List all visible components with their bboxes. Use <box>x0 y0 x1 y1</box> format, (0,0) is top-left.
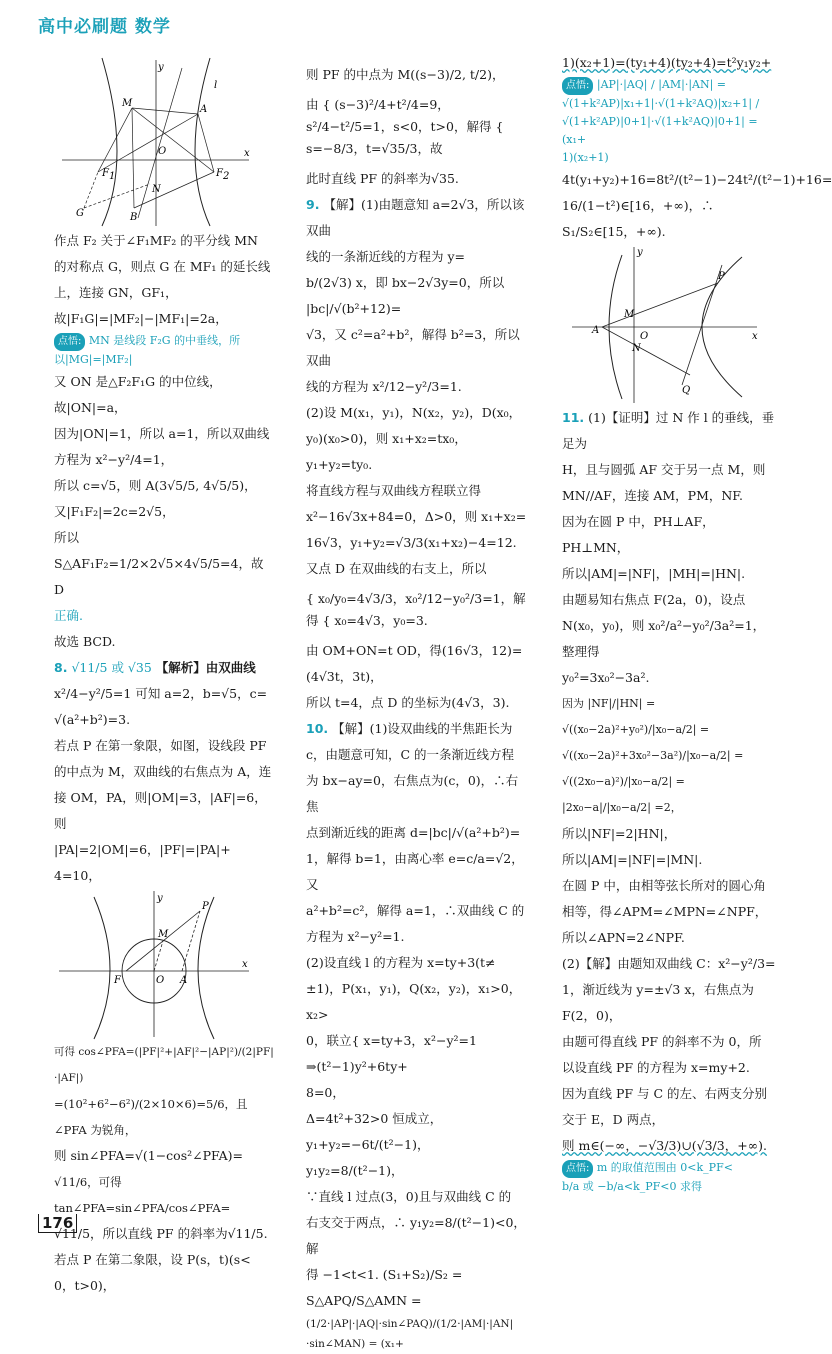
col3-line: √((2x₀−a)²)/|x₀−a/2| = |2x₀−a|/|x₀−a/2| =2， <box>562 775 685 814</box>
solution-tag: 【解析】由双曲线 <box>155 660 256 675</box>
fig3-label-p: P <box>718 271 725 282</box>
fig1-label-b: B <box>130 212 138 223</box>
col1-line: 上，连接 GN，GF₁， <box>54 285 178 300</box>
page-number: 176 <box>38 1214 77 1233</box>
col1-line: √(a²+b²)=3. <box>54 712 131 727</box>
col3-line: 4t(y₁+y₂)+16=8t²/(t²−1)−24t²/(t²−1)+16= <box>562 172 832 187</box>
col2-line: 为 bx−ay=0，右焦点为(c，0)，∴右焦 <box>306 773 519 814</box>
col3-line: 所以|AM|=|NF|，|MH|=|HN|. <box>562 566 746 581</box>
fig3-label-n: N <box>632 343 641 354</box>
col2-line: 16√3，y₁+y₂=√3/3(x₁+x₂)−4=12. <box>306 535 517 550</box>
col1-line: 则 sin∠PFA=√(1−cos²∠PFA)= <box>54 1148 243 1163</box>
column-2 <box>306 62 528 1354</box>
col2-line: 由 { (s−3)²/4+t²/4=9，s²/4−t²/5=1，s<0，t>0，解得 { s=−8/3，t=√35/3，故 <box>306 97 504 156</box>
col2-line: x²−16√3x+84=0，Δ>0，则 x₁+x₂= <box>306 509 527 524</box>
col1-line: =(10²+6²−6²)/(2×10×6)=5/6，且∠PFA 为锐角， <box>54 1097 248 1137</box>
column-3 <box>562 50 832 1196</box>
tip-badge: 点悟: <box>562 1160 593 1178</box>
fig3-label-o: O <box>640 331 649 342</box>
fig2-label-p: P <box>202 901 209 912</box>
question-number: 10. <box>306 721 329 736</box>
question-8-heading <box>54 655 276 681</box>
col1-line: 又 ON 是△F₂F₁G 的中位线， <box>54 374 222 389</box>
col1-line: 又|F₁F₂|=2c=2√5， <box>54 504 175 519</box>
col3-line: 由题可得直线 PF 的斜率不为 0，所 <box>562 1034 762 1049</box>
fig2-label-f: F <box>114 975 121 986</box>
fig3-label-x: x <box>752 331 758 342</box>
col1-line: √11/5，所以直线 PF 的斜率为√11/5. <box>54 1226 268 1241</box>
col3-line: 因为直线 PF 与 C 的左、右两支分别 <box>562 1086 768 1101</box>
col2-line: 由 OM+ON=t OD，得(16√3，12)= <box>306 643 523 658</box>
question-9-heading <box>306 192 528 244</box>
col2-line: y₁y₂=8/(t²−1)， <box>306 1163 404 1178</box>
fig2-label-o: O <box>156 975 165 986</box>
col2-line: c，由题意可知，C 的一条渐近线方程 <box>306 747 515 762</box>
col2-line: 【解】(1)设双曲线的半焦距长为 <box>332 721 513 736</box>
tip-note-top <box>562 76 776 95</box>
col3-line: (2)【解】由题知双曲线 C：x²−y²/3= <box>562 956 776 971</box>
fig1-label-f1-sub: 1 <box>109 171 116 182</box>
col3-line: 在圆 P 中，由相等弦长所对的圆心角 <box>562 878 766 893</box>
col2-line: a²+b²=c²，解得 a=1，∴双曲线 C 的 <box>306 903 525 918</box>
col3-line: 所以|AM|=|NF|=|MN|. <box>562 852 703 867</box>
col2-line: Δ=4t²+32>0 恒成立，y₁+y₂=−6t/(t²−1)， <box>306 1111 443 1152</box>
question-number: 11. <box>562 410 585 425</box>
col2-line: 方程为 x²−y²=1. <box>306 929 405 944</box>
col3-line: 因为在圆 P 中，PH⊥AF，PH⊥MN， <box>562 514 715 555</box>
tip-text: MN 是线段 F₂G 的中垂线，所以|MG|=|MF₂| <box>54 334 241 366</box>
col2-line: 则 PF 的中点为 M((s−3)/2, t/2)， <box>306 67 505 82</box>
fig1-label-g: G <box>76 208 84 219</box>
tip-note-1 <box>54 332 276 369</box>
tip-text: m 的取值范围由 0<k_PF< <box>596 1161 733 1174</box>
col3-line: 所以∠APN=2∠NPF. <box>562 930 685 945</box>
col3-line: 相等，得∠APM=∠MPN=∠NPF， <box>562 904 768 919</box>
fig1-label-y: y <box>158 62 164 73</box>
col1-line: 故|F₁G|=|MF₂|−|MF₁|=2a， <box>54 311 228 326</box>
col1-line: 故选 BCD. <box>54 634 116 649</box>
col2-line: √3，又 c²=a²+b²，解得 b²=3，所以双曲 <box>306 327 520 368</box>
column-1 <box>54 58 276 1299</box>
col1-line: 所以 S△AF₁F₂=1/2×2√5×4√5/5=4，故 D <box>54 530 264 597</box>
col1-line: 正确. <box>54 608 83 623</box>
col2-line: 【解】(1)由题意知 a=2√3，所以该双曲 <box>306 197 525 238</box>
col3-line: N(x₀，y₀)，则 x₀²/a²−y₀²/3a²=1，整理得 <box>562 618 766 659</box>
col1-line: 的对称点 G，则点 G 在 MF₁ 的延长线 <box>54 259 271 274</box>
col1-line: √11/6，可得 tan∠PFA=sin∠PFA/cos∠PFA= <box>54 1175 231 1215</box>
col2-line: (2)设 M(x₁，y₁)，N(x₂，y₂)，D(x₀， <box>306 405 522 420</box>
col2-line: (1/2·|AP|·|AQ|·sin∠PAQ)/(1/2·|AM|·|AN|·sin∠MAN) = (x₁+ <box>306 1318 514 1350</box>
col2-line: 将直线方程与双曲线方程联立得 <box>306 483 482 498</box>
col1-line: 的中点为 M，双曲线的右焦点为 A，连 <box>54 764 272 779</box>
col3-line: 1，渐近线为 y=±√3 x，右焦点为 <box>562 982 754 997</box>
col2-line: 线的方程为 x²/12−y²/3=1. <box>306 379 462 394</box>
col3-line: F(2，0)， <box>562 1008 622 1023</box>
fig1-label-l: l <box>214 80 218 91</box>
col1-line: 4=10， <box>54 868 101 883</box>
col2-line: { x₀/y₀=4√3/3，x₀²/12−y₀²/3=1，解得 { x₀=4√3，y₀=3. <box>306 591 526 628</box>
col2-line: ±1)，P(x₁，y₁)，Q(x₂，y₂)，x₁>0，x₂> <box>306 981 522 1022</box>
fig2-label-m: M <box>158 929 169 940</box>
col1-line: 接 OM，PA，则|OM|=3，|AF|=6，则 <box>54 790 267 831</box>
col3-line: H，且与圆弧 AF 交于另一点 M，则 <box>562 462 766 477</box>
col2-line: 1，解得 b=1，由离心率 e=c/a=√2，又 <box>306 851 524 892</box>
fig1-label-f2: F <box>216 168 223 179</box>
col3-line: 以设直线 PF 的方程为 x=my+2. <box>562 1060 750 1075</box>
col1-line: x²/4−y²/5=1 可知 a=2，b=√5，c= <box>54 686 268 701</box>
tip-text: |AP|·|AQ| / |AM|·|AN| = <box>596 78 727 91</box>
col1-line: |PA|=2|OM|=6，|PF|=|PA|+ <box>54 842 231 857</box>
question-10-heading <box>306 716 528 742</box>
answer: √11/5 或 √35 <box>71 660 152 675</box>
figure-hyperbola-circle <box>54 889 254 1039</box>
fig2-label-a: A <box>180 975 188 986</box>
col2-line: b/(2√3) x，即 bx−2√3y=0，所以 |bc|/√(b²+12)= <box>306 275 505 316</box>
fig1-label-n: N <box>152 184 161 195</box>
fig3-label-y: y <box>637 247 643 258</box>
question-11-heading <box>562 405 776 457</box>
col3-line: √((x₀−2a)²+3x₀²−3a²)/|x₀−a/2| = <box>562 749 744 762</box>
col1-line: 0，t>0)， <box>54 1278 116 1293</box>
col2-line: (4√3t，3t)， <box>306 669 383 684</box>
col2-line: (2)设直线 l 的方程为 x=ty+3(t≠ <box>306 955 496 970</box>
col2-line: y₀)(x₀>0)，则 x₁+x₂=tx₀，y₁+y₂=ty₀. <box>306 431 467 472</box>
col1-line: 所以 c=√5，则 A(3√5/5, 4√5/5)， <box>54 478 257 493</box>
tip-badge: 点悟: <box>54 333 85 351</box>
fig2-label-x: x <box>242 959 248 970</box>
col3-line: 交于 E，D 两点， <box>562 1112 665 1127</box>
col2-line: 线的一条渐近线的方程为 y= <box>306 249 466 264</box>
tip-text-cont: b/a 或 −b/a<k_PF<0 求得 <box>562 1180 702 1193</box>
fig1-label-o: O <box>158 146 167 157</box>
col2-line: 点到渐近线的距离 d=|bc|/√(a²+b²)= <box>306 825 521 840</box>
col3-line: 16/(1−t²)∈[16，+∞)，∴ S₁/S₂∈[15，+∞). <box>562 198 714 239</box>
col2-line: ∵直线 l 过点(3，0)且与双曲线 C 的 <box>306 1189 512 1204</box>
col1-line: 可得 cos∠PFA=(|PF|²+|AF|²−|AP|²)/(2|PF|·|AF|) <box>54 1046 274 1084</box>
col2-line: 右支交于两点，∴ y₁y₂=8/(t²−1)<0，解 <box>306 1215 526 1256</box>
col3-line: y₀²=3x₀²−3a². <box>562 670 650 685</box>
question-number: 8. <box>54 660 68 675</box>
col2-line: 0，联立{ x=ty+3，x²−y²=1 ⇒(t²−1)y²+6ty+ <box>306 1033 477 1074</box>
col1-line: 作点 F₂ 关于∠F₁MF₂ 的平分线 MN <box>54 233 258 248</box>
fig1-label-f1: F <box>102 168 109 179</box>
col3-line: 所以|NF|=2|HN|， <box>562 826 677 841</box>
fig3-label-m: M <box>624 309 635 320</box>
fig3-label-a: A <box>592 325 600 336</box>
col1-line: 若点 P 在第二象限，设 P(s，t)(s< <box>54 1252 251 1267</box>
tip-note-2 <box>562 1159 776 1178</box>
page-header-title: 高中必刷题 数学 <box>38 17 171 37</box>
col2-line: 所以 t=4，点 D 的坐标为(4√3，3). <box>306 695 510 710</box>
col3-line: 因为 |NF|/|HN| = √((x₀−2a)²+y₀²)/|x₀−a/2| = <box>562 697 710 736</box>
col1-line: 若点 P 在第一象限，如图，设线段 PF <box>54 738 267 753</box>
col2-line: 8=0， <box>306 1085 345 1100</box>
col1-line: 因为|ON|=1，所以 a=1，所以双曲线 <box>54 426 270 441</box>
col3-line: 则 m∈(−∞，−√3/3)∪(√3/3，+∞). <box>562 1138 767 1153</box>
figure-hyperbola-line <box>562 245 762 405</box>
col3-line: √(1+k²AP)|x₁+1|·√(1+k²AQ)|x₂+1| / √(1+k²AP)|0+1|·√(1+k²AQ)|0+1| =(x₁+ <box>562 97 760 146</box>
fig1-label-f2-sub: 2 <box>223 171 230 182</box>
col3-line: 1)(x₂+1)=(ty₁+4)(ty₂+4)=t²y₁y₂+ <box>562 55 772 70</box>
fig1-label-m: M <box>122 98 133 109</box>
fig2-label-y: y <box>157 893 163 904</box>
tip-badge: 点悟: <box>562 77 593 95</box>
col1-line: 方程为 x²−y²/4=1， <box>54 452 174 467</box>
col3-line: 1)(x₂+1) <box>562 151 609 164</box>
question-number: 9. <box>306 197 320 212</box>
col2-line: 又点 D 在双曲线的右支上，所以 <box>306 561 487 576</box>
col3-line: 由题易知右焦点 F(2a，0)，设点 <box>562 592 746 607</box>
col3-line: (1)【证明】过 N 作 l 的垂线，垂足为 <box>562 410 775 451</box>
figure-hyperbola-bisector <box>54 58 254 228</box>
fig1-label-x: x <box>244 148 250 159</box>
fig3-label-q: Q <box>682 385 691 396</box>
col1-line: 故|ON|=a， <box>54 400 127 415</box>
col3-line: MN//AF，连接 AM，PM，NF. <box>562 488 744 503</box>
col2-line: 得 −1<t<1. (S₁+S₂)/S₂ = S△APQ/S△AMN = <box>306 1267 463 1308</box>
col2-line: 此时直线 PF 的斜率为√35. <box>306 171 459 186</box>
fig1-label-a: A <box>200 104 208 115</box>
